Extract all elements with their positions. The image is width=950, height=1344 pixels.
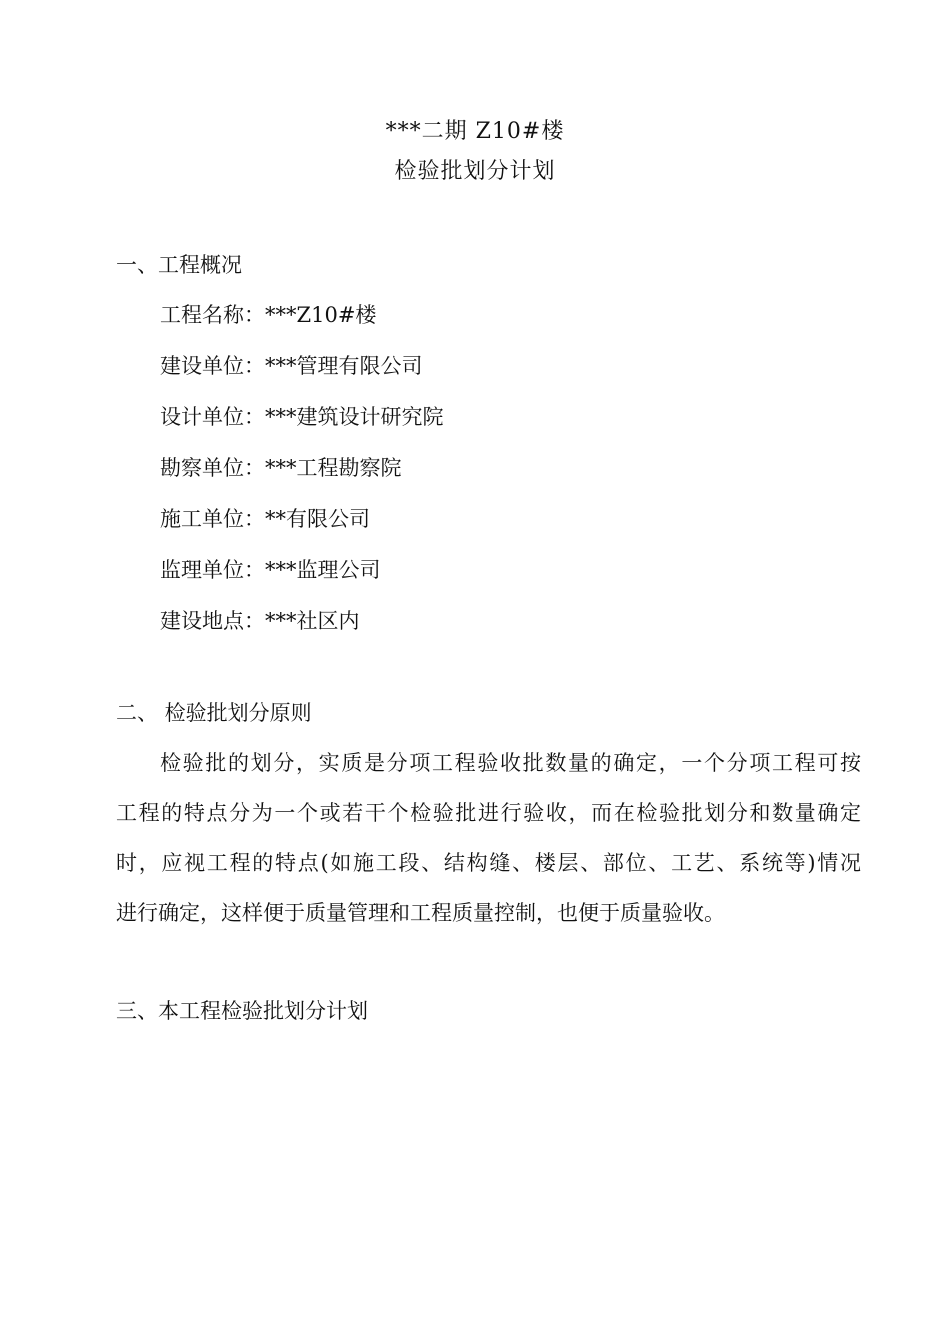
info-construction-unit: 施工单位：**有限公司 (160, 507, 370, 531)
info-location: 建设地点：***社区内 (160, 609, 360, 633)
info-supervision-unit: 监理单位：***监理公司 (160, 558, 381, 582)
section-heading-overview: 一、工程概况 (116, 253, 242, 277)
paragraph-line: 时，应视工程的特点(如施工段、结构缝、楼层、部位、工艺、系统等)情况 (116, 851, 861, 875)
info-owner-unit: 建设单位：***管理有限公司 (160, 354, 423, 378)
paragraph-line: 工程的特点分为一个或若干个检验批进行验收，而在检验批划分和数量确定 (116, 801, 861, 825)
info-project-name: 工程名称：***Z10#楼 (160, 303, 377, 327)
section-heading-plan: 三、本工程检验批划分计划 (116, 999, 368, 1023)
paragraph-line: 进行确定，这样便于质量管理和工程质量控制，也便于质量验收。 (116, 901, 725, 925)
document-title-line1: ***二期 Z10#楼 (385, 119, 565, 144)
section-heading-principles: 二、 检验批划分原则 (116, 701, 312, 725)
paragraph-line: 检验批的划分，实质是分项工程验收批数量的确定，一个分项工程可按 (160, 751, 861, 775)
info-design-unit: 设计单位：***建筑设计研究院 (160, 405, 444, 429)
info-survey-unit: 勘察单位：***工程勘察院 (160, 456, 402, 480)
document-title-line2: 检验批划分计划 (394, 159, 556, 184)
